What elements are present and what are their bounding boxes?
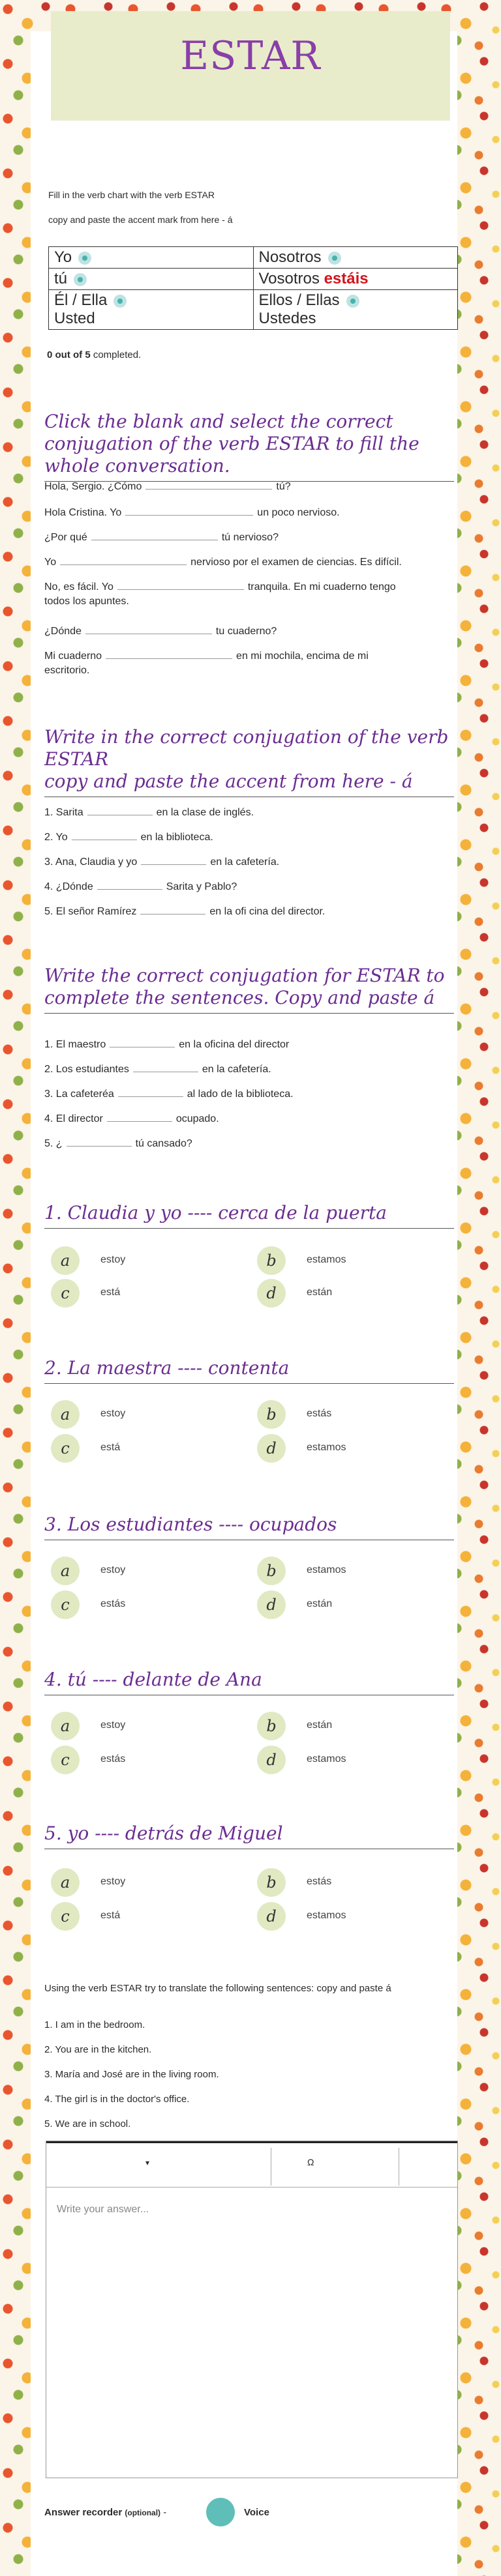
progress-suffix: completed.	[90, 349, 142, 360]
progress-status	[47, 349, 141, 360]
pronoun-usted: Usted	[54, 310, 95, 327]
toolbar-top-border	[46, 2141, 457, 2143]
blank-dropdown[interactable]	[60, 554, 187, 565]
blank-input-dot[interactable]	[328, 252, 341, 265]
answer-placeholder: Write your answer...	[57, 2204, 149, 2215]
blank-input-dot[interactable]	[74, 273, 87, 286]
answer-editor[interactable]	[46, 2141, 458, 2478]
blank-dropdown[interactable]	[145, 478, 272, 490]
pronoun-tu: tú	[54, 270, 68, 287]
conversation-line: No, es fácil. Yo tranquila. En mi cuaderno tengo todos los apuntes.	[44, 579, 449, 609]
blank-input[interactable]	[110, 1036, 175, 1047]
page-title: ESTAR	[180, 33, 321, 79]
pronoun-ellos-ellas: Ellos / Ellas	[258, 291, 340, 309]
translate-item: 2. You are in the kitchen.	[44, 2044, 152, 2055]
blank-input[interactable]	[87, 804, 153, 815]
fill-item: 5. El señor Ramírez en la ofi cina del director.	[44, 903, 325, 919]
conversation-line: ¿Por qué tú nervioso?	[44, 529, 279, 545]
blank-input[interactable]	[140, 903, 205, 915]
answer-recorder-label: Answer recorder	[44, 2507, 123, 2518]
pronoun-el-ella: Él / Ella	[54, 291, 108, 309]
fill-item: 2. Yo en la biblioteca.	[44, 829, 213, 845]
pronoun-ustedes: Ustedes	[258, 310, 316, 327]
answer-recorder	[44, 2507, 166, 2518]
fill-item: 2. Los estudiantes en la cafetería.	[44, 1061, 271, 1077]
verb-chart-row	[49, 290, 458, 330]
section2-heading: Write in the correct conjugation of the verb ESTAR copy and paste the accent from here - á	[44, 726, 454, 797]
blank-dropdown[interactable]	[106, 648, 232, 659]
question-heading: 1. Claudia y yo ---- cerca de la puerta	[44, 1202, 454, 1229]
verb-chart-row	[49, 247, 458, 269]
question-heading: 3. Los estudiantes ---- ocupados	[44, 1514, 454, 1540]
pronoun-nosotros: Nosotros	[258, 248, 322, 266]
translate-item: 5. We are in school.	[44, 2118, 131, 2130]
translate-item: 3. María and José are in the living room.	[44, 2069, 219, 2080]
translate-item: 4. The girl is in the doctor's office.	[44, 2094, 190, 2105]
voice-record-button[interactable]	[206, 2498, 235, 2526]
blank-input[interactable]	[97, 879, 162, 890]
format-dropdown-icon[interactable]: ▾	[145, 2158, 150, 2167]
fill-item: 4. ¿Dónde Sarita y Pablo?	[44, 879, 237, 894]
section3-heading: Write the correct conjugation for ESTAR to complete the sentences. Copy and paste á	[44, 965, 454, 1014]
progress-count: 0 out of 5	[47, 349, 91, 360]
blank-input[interactable]	[118, 1086, 183, 1097]
blank-dropdown[interactable]	[85, 623, 212, 634]
fill-item: 5. ¿ tú cansado?	[44, 1135, 192, 1151]
pronoun-vosotros: Vosotros	[258, 270, 324, 287]
verb-chart-cell	[49, 247, 254, 269]
verb-chart-cell	[253, 269, 458, 290]
translate-item: 1. I am in the bedroom.	[44, 2019, 145, 2030]
blank-input-dot[interactable]	[78, 252, 91, 265]
blank-input[interactable]	[72, 829, 137, 840]
verb-chart-cell	[253, 247, 458, 269]
pronoun-yo: Yo	[54, 248, 72, 266]
conversation-line: Yo nervioso por el examen de ciencias. Es difícil.	[44, 554, 402, 570]
verb-chart-row	[49, 269, 458, 290]
translate-instructions: Using the verb ESTAR try to translate the following sentences: copy and paste á	[44, 1983, 391, 1994]
conversation-line: Mi cuaderno en mi mochila, encima de mi escritorio.	[44, 648, 449, 678]
intro-line-1: Fill in the verb chart with the verb ESTAR	[48, 190, 215, 200]
conversation-line: ¿Dónde tu cuaderno?	[44, 623, 277, 639]
blank-dropdown[interactable]	[91, 529, 218, 540]
question-heading: 2. La maestra ---- contenta	[44, 1357, 454, 1384]
question-heading: 5. yo ---- detrás de Miguel	[44, 1822, 454, 1849]
conversation-line: Hola Cristina. Yo un poco nervioso.	[44, 505, 340, 520]
fill-item: 4. El director ocupado.	[44, 1111, 219, 1126]
fill-item: 1. El maestro en la oficina del director	[44, 1036, 289, 1052]
special-character-icon[interactable]: Ω	[307, 2157, 314, 2167]
fill-item: 1. Sarita en la clase de inglés.	[44, 804, 254, 820]
verb-chart	[48, 246, 458, 330]
verb-chart-cell	[49, 269, 254, 290]
blank-input[interactable]	[141, 854, 206, 865]
answer-recorder-dash: -	[160, 2507, 167, 2518]
voice-label: Voice	[244, 2507, 269, 2518]
blank-input[interactable]	[67, 1135, 132, 1147]
conversation-line: Hola, Sergio. ¿Cómo tú?	[44, 478, 291, 494]
answer-recorder-optional: (optional)	[125, 2508, 161, 2517]
blank-input-dot[interactable]	[346, 295, 359, 308]
blank-input[interactable]	[107, 1111, 172, 1122]
blank-dropdown[interactable]	[117, 579, 244, 590]
fill-item: 3. Ana, Claudia y yo en la cafetería.	[44, 854, 279, 870]
question-heading: 4. tú ---- delante de Ana	[44, 1669, 454, 1695]
editor-toolbar	[46, 2141, 457, 2188]
blank-dropdown[interactable]	[125, 505, 253, 516]
title-banner	[51, 11, 450, 121]
blank-input-dot[interactable]	[114, 295, 127, 308]
conversation-heading: Click the blank and select the correct conjugation of the verb ESTAR to fill the whole conversation.	[44, 411, 454, 482]
blank-input[interactable]	[133, 1061, 198, 1072]
vosotros-answer: estáis	[324, 270, 369, 287]
verb-chart-cell	[49, 290, 254, 330]
verb-chart-cell	[253, 290, 458, 330]
fill-item: 3. La cafeteréa al lado de la biblioteca.	[44, 1086, 294, 1102]
intro-line-2: copy and paste the accent mark from here - á	[48, 214, 233, 225]
